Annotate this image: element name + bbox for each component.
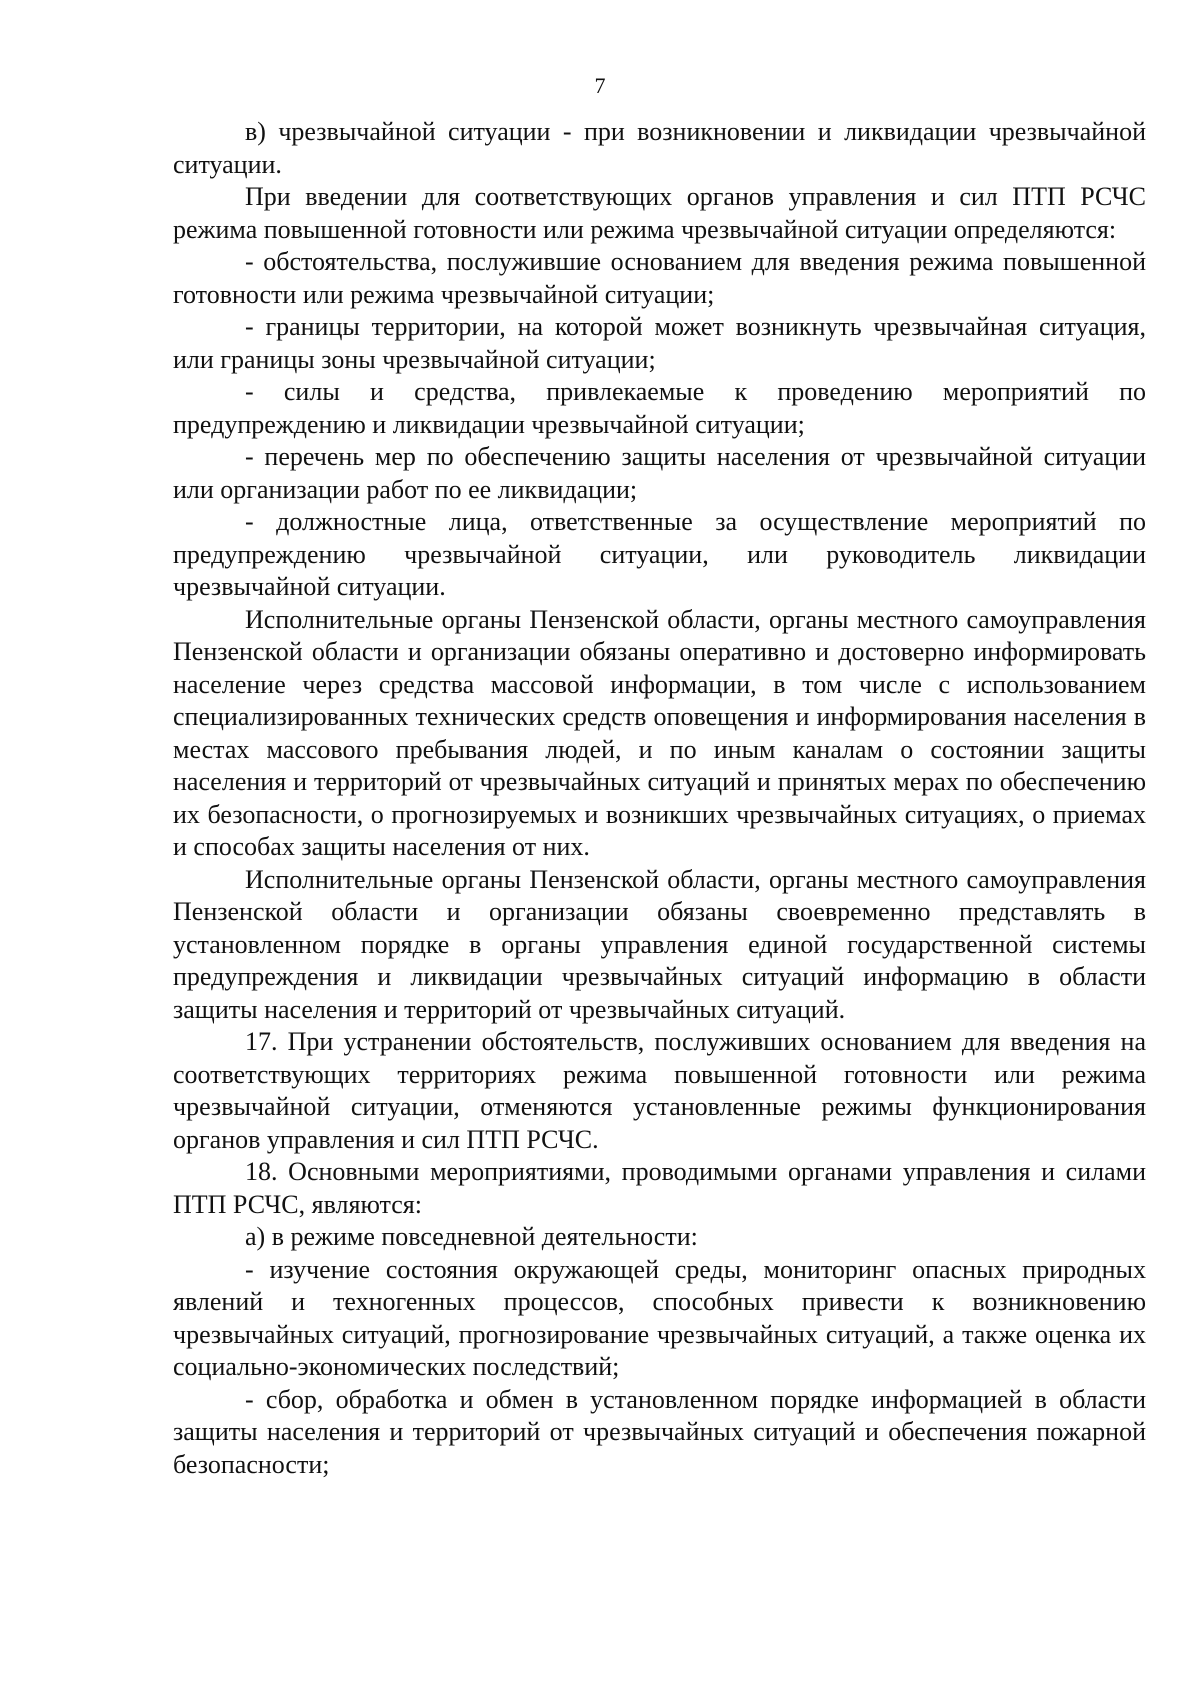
paragraph-introduction-determined: При введении для соответствующих органов управления и сил ПТП РСЧС режима повышенной готовности или режима чрезвычайной ситуации определяются: bbox=[173, 182, 1146, 244]
page-number: 7 bbox=[594, 73, 606, 98]
list-item-circumstances: - обстоятельства, послужившие основанием для введения режима повышенной готовности или режима чрезвычайной ситуации; bbox=[173, 247, 1146, 309]
list-item-forces-and-means: - силы и средства, привлекаемые к проведению мероприятий по предупреждению и ликвидации чрезвычайной ситуации; bbox=[173, 377, 1146, 439]
subitem-daily-activity: а) в режиме повседневной деятельности: bbox=[245, 1222, 698, 1251]
document-body bbox=[173, 116, 1146, 1481]
paragraph-inform-population: Исполнительные органы Пензенской области, органы местного самоуправления Пензенской области и организации обязаны оперативно и достоверно информировать население через средства массовой информации, в том числе с использованием специализированных технических средств оповещения и информирования населения в местах массового пребывания людей, и по иным каналам о состоянии защиты населения и территорий от чрезвычайных ситуаций и принятых мерах по обеспечению их безопасности, о прогнозируемых и возникших чрезвычайных ситуациях, о приемах и способах защиты населения от них. bbox=[173, 604, 1146, 861]
paragraph-item-17: 17. При устранении обстоятельств, послуживших основанием для введения на соответствующих территориях режима повышенной готовности или режима чрезвычайной ситуации, отменяются установленные режимы функционирования органов управления и сил ПТП РСЧС. bbox=[173, 1027, 1146, 1154]
list-item-environment-monitoring: - изучение состояния окружающей среды, мониторинг опасных природных явлений и техногенных процессов, способных привести к возникновению чрезвычайных ситуаций, прогнозирование чрезвычайных ситуаций, а также оценка их социально-экономических последствий; bbox=[173, 1254, 1146, 1381]
list-item-responsible-officials: - должностные лица, ответственные за осуществление мероприятий по предупреждению чрезвычайной ситуации, или руководитель ликвидации чрезвычайной ситуации. bbox=[173, 507, 1146, 601]
list-item-territory-boundaries: - границы территории, на которой может возникнуть чрезвычайная ситуация, или границы зоны чрезвычайной ситуации; bbox=[173, 312, 1146, 374]
list-item-protection-measures: - перечень мер по обеспечению защиты населения от чрезвычайной ситуации или организации работ по ее ликвидации; bbox=[173, 442, 1146, 504]
paragraph-item-18: 18. Основными мероприятиями, проводимыми органами управления и силами ПТП РСЧС, являются: bbox=[173, 1157, 1146, 1219]
list-item-information-exchange: - сбор, обработка и обмен в установленном порядке информацией в области защиты населения и территорий от чрезвычайных ситуаций и обеспечения пожарной безопасности; bbox=[173, 1384, 1146, 1479]
paragraph-emergency-mode: в) чрезвычайной ситуации - при возникновении и ликвидации чрезвычайной ситуации. bbox=[173, 117, 1146, 179]
paragraph-submit-information: Исполнительные органы Пензенской области, органы местного самоуправления Пензенской области и организации обязаны своевременно представлять в установленном порядке в органы управления единой государственной системы предупреждения и ликвидации чрезвычайных ситуаций информацию в области защиты населения и территорий от чрезвычайных ситуаций. bbox=[173, 864, 1146, 1024]
